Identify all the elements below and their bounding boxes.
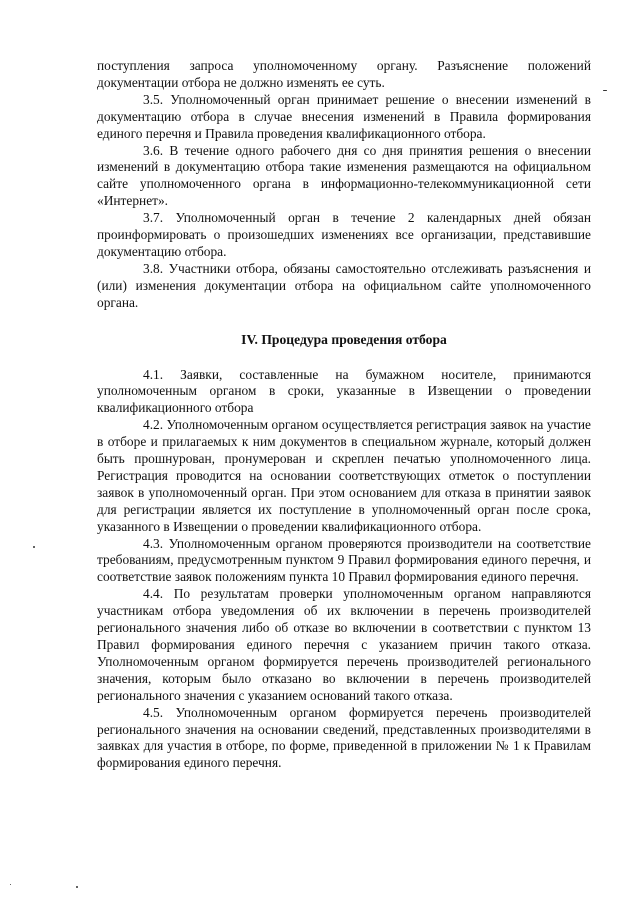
paragraph-4-5: 4.5. Уполномоченным органом формируется перечень производителей регионального значения на основании сведений, представленных производителями в заявках для участия в отборе, по форме, приведенной в приложении № 1 к Правилам формирования единого перечня.: [97, 704, 591, 771]
paragraph-4-2: 4.2. Уполномоченным органом осуществляется регистрация заявок на участие в отборе и прилагаемых к ним документов в специальном журнале, который должен быть прошнурован, пронумерован и скреплен печатью уполномоченного лица. Регистрация проводится на основании соответствующих отметок о поступлении заявок в уполномоченный орган. При этом основанием для отказа в принятии заявок для регистрации является их поступление в уполномоченный орган после срока, указанного в Извещении о проведении квалификационного отбора.: [97, 417, 591, 534]
section-heading: IV. Процедура проведения отбора: [241, 331, 447, 347]
document-page: [97, 58, 591, 772]
paragraph-3-5: 3.5. Уполномоченный орган принимает решение о внесении изменений в документацию отбора в случае внесения изменений в Правила формирования единого перечня и Правила проведения квалификационного отбора.: [97, 91, 591, 141]
paragraph-continuation: поступления запроса уполномоченному органу. Разъяснение положений документации отбора не должно изменять ее суть.: [97, 58, 591, 90]
scan-speck: [76, 886, 78, 888]
paragraph-3-7: 3.7. Уполномоченный орган в течение 2 календарных дней обязан проинформировать о произошедших изменениях все организации, представившие документацию отбора.: [97, 210, 591, 259]
paragraph-4-4: 4.4. По результатам проверки уполномоченным органом направляются участникам отбора уведомления об их включении в перечень производителей регионального значения либо об отказе во включении в соответствии с пунктом 13 Правил формирования единого перечня с указанием причин такого отказа. Уполномоченным органом формируется перечень производителей регионального значения, которым было отказано во включении в перечень производителей регионального значения с указанием оснований такого отказа.: [97, 586, 591, 703]
scan-speck: [33, 546, 35, 548]
paragraph-3-8: 3.8. Участники отбора, обязаны самостоятельно отслеживать разъяснения и (или) изменения документации отбора на официальном сайте уполномоченного органа.: [97, 260, 591, 310]
paragraph-4-3: 4.3. Уполномоченным органом проверяются производители на соответствие требованиям, предусмотренным пунктом 9 Правил формирования единого перечня, и соответствие заявок положениям пункта 10 Правил формирования единого перечня.: [97, 535, 591, 585]
paragraph-3-6: 3.6. В течение одного рабочего дня со дня принятия решения о внесении изменений в документацию отбора такие изменения размещаются на официальном сайте уполномоченного органа в информационно-телекоммуникационной сети «Интернет».: [97, 142, 591, 209]
scan-speck: [603, 90, 607, 91]
paragraph-4-1: 4.1. Заявки, составленные на бумажном носителе, принимаются уполномоченным органом в сроки, указанные в Извещении о проведении квалификационного отбора: [97, 366, 591, 416]
scan-speck: [10, 884, 11, 885]
